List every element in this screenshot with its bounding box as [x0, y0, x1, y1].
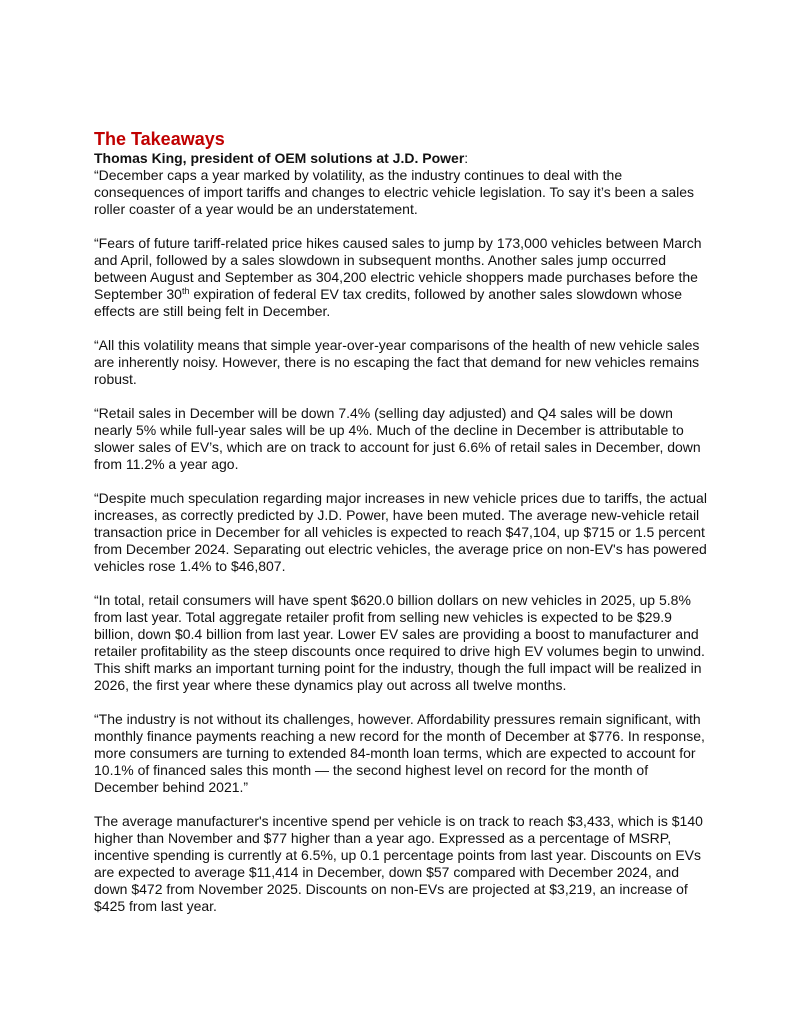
byline-colon: :	[464, 150, 469, 166]
paragraph-2-text-a: “Fears of future tariff-related price hikes caused sales to jump by 173,000 vehicles between March and April, followed by a sales slowdown in subsequent months. Another sales jump occurred between August and September as 304,200 electric vehicle shoppers made purchases before the September 30	[94, 235, 702, 302]
section-heading: The Takeaways	[94, 129, 225, 149]
document-page	[94, 128, 714, 932]
paragraph-8: The average manufacturer's incentive spend per vehicle is on track to reach $3,433, which is $140 higher than November and $77 higher than a year ago. Expressed as a percentage of MSRP, incentive spending is currently at 6.5%, up 0.1 percentage points from last year. Discounts on EVs are expected to average $11,414 in December, down $57 compared with December 2024, and down $472 from November 2025. Discounts on non-EVs are projected at $3,219, an increase of $425 from last year.	[94, 813, 703, 914]
paragraph-3: “All this volatility means that simple year-over-year comparisons of the health of new vehicle sales are inherently noisy. However, there is no escaping the fact that demand for new vehicles remains robust.	[94, 337, 700, 387]
paragraph-7: “The industry is not without its challenges, however. Affordability pressures remain significant, with monthly finance payments reaching a new record for the month of December at $776. In response, more consumers are turning to extended 84-month loan terms, which are expected to account for 10.1% of financed sales this month — the second highest level on record for the month of December behind 2021.”	[94, 711, 705, 795]
paragraph-2	[94, 235, 714, 320]
paragraph-1: “December caps a year marked by volatility, as the industry continues to deal with the consequences of import tariffs and changes to electric vehicle legislation. To say it’s been a sales roller coaster of a year would be an understatement.	[94, 167, 695, 217]
paragraph-2-text-b: expiration of federal EV tax credits, followed by another sales slowdown whose effects are still being felt in December.	[94, 286, 683, 319]
paragraph-4: “Retail sales in December will be down 7.4% (selling day adjusted) and Q4 sales will be down nearly 5% while full-year sales will be up 4%. Much of the decline in December is attributable to slower sales of EV’s, which are on track to account for just 6.6% of retail sales in December, down from 11.2% a year ago.	[94, 405, 701, 472]
byline	[94, 150, 714, 167]
paragraph-5: “Despite much speculation regarding major increases in new vehicle prices due to tariffs, the actual increases, as correctly predicted by J.D. Power, have been muted. The average new-vehicle retail transaction price in December for all vehicles is expected to reach $47,104, up $715 or 1.5 percent from December 2024. Separating out electric vehicles, the average price on non-EV's has powered vehicles rose 1.4% to $46,807.	[94, 490, 707, 574]
byline-name: Thomas King, president of OEM solutions at J.D. Power	[94, 150, 465, 166]
paragraph-2-superscript: th	[181, 286, 190, 296]
paragraph-6: “In total, retail consumers will have spent $620.0 billion dollars on new vehicles in 2025, up 5.8% from last year. Total aggregate retailer profit from selling new vehicles is expected to be $29.9 billion, down $0.4 billion from last year. Lower EV sales are providing a boost to manufacturer and retailer profitability as the steep discounts once required to drive high EV volumes begin to unwind. This shift marks an important turning point for the industry, though the full impact will be realized in 2026, the first year where these dynamics play out across all twelve months.	[94, 592, 705, 693]
